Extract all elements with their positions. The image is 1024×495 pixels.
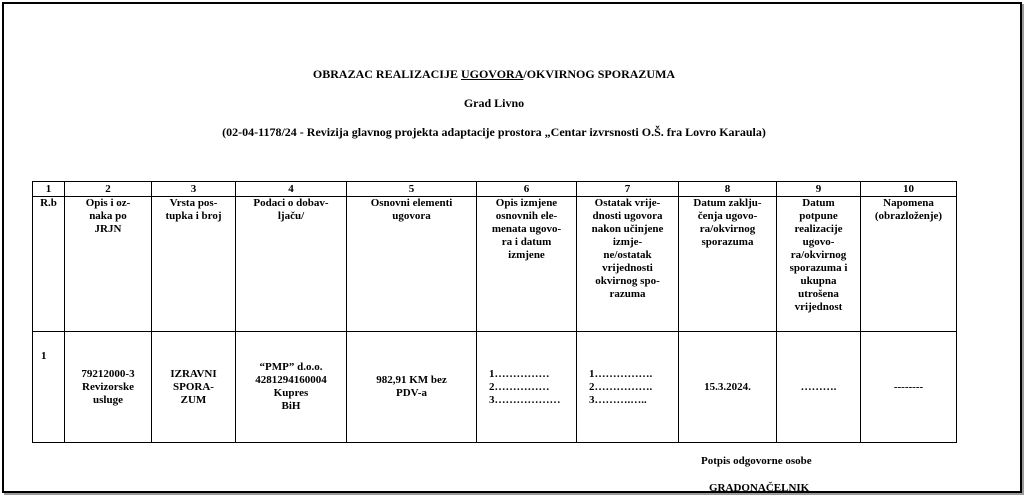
title-text-underlined: UGOVORA: [460, 67, 524, 81]
column-number: 4: [236, 182, 347, 197]
header-opis-izmjene: Opis izmjene osnovnih ele- menata ugovo- ra i datum izmjene: [477, 197, 577, 332]
column-number: 3: [152, 182, 236, 197]
document-page: [2, 2, 1022, 493]
title-text-1: OBRAZAC REALIZACIJE: [312, 67, 461, 81]
title-text-2: /OKVIRNOG SPORAZUMA: [523, 67, 676, 81]
table-row: [33, 332, 957, 443]
column-number: 1: [33, 182, 65, 197]
header-rb: R.b: [33, 197, 65, 332]
cell-opis: 79212000-3 Revizorske usluge: [65, 332, 152, 443]
cell-napomena: --------: [861, 332, 957, 443]
cell-izmjene: 1…………… 2…………… 3………………: [477, 332, 577, 443]
column-number: 7: [577, 182, 679, 197]
header-dobavljac: Podaci o dobav- ljaču/: [236, 197, 347, 332]
header-osnovni-elementi: Osnovni elementi ugovora: [347, 197, 477, 332]
form-title: [4, 67, 984, 82]
header-ostatak: Ostatak vrije- dnosti ugovora nakon učinjene izmje- ne/ostatak vrijednosti okvirnog spo- razuma: [577, 197, 679, 332]
city-name: Grad Livno: [463, 96, 525, 110]
header-vrsta-postupka: Vrsta pos- tupka i broj: [152, 197, 236, 332]
cell-datum-zakljucenja: 15.3.2024.: [679, 332, 777, 443]
header-datum-realizacije: Datum potpune realizacije ugovo- ra/okvirnog sporazuma i ukupna utrošena vrijednost: [777, 197, 861, 332]
cell-dobavljac: “PMP” d.o.o. 4281294160004 Kupres BiH: [236, 332, 347, 443]
cell-elementi: 982,91 KM bez PDV-a: [347, 332, 477, 443]
header-opis: Opis i oz- naka po JRJN: [65, 197, 152, 332]
column-number: 6: [477, 182, 577, 197]
column-number: 8: [679, 182, 777, 197]
column-number: 5: [347, 182, 477, 197]
column-number-row: [33, 182, 957, 197]
column-number: 10: [861, 182, 957, 197]
header-napomena: Napomena (obrazloženje): [861, 197, 957, 332]
cell-vrsta: IZRAVNI SPORA- ZUM: [152, 332, 236, 443]
column-header-row: [33, 197, 957, 332]
realization-table: [32, 181, 957, 443]
cell-datum-realizacije: ……….: [777, 332, 861, 443]
header-datum-zakljucenja: Datum zaklju- čenja ugovo- ra/okvirnog sporazuma: [679, 197, 777, 332]
signature-title: GRADONAČELNIK: [709, 482, 810, 493]
signature-label: Potpis odgovorne osobe: [701, 455, 812, 467]
column-number: 9: [777, 182, 861, 197]
contract-subject: (02-04-1178/24 - Revizija glavnog projekta adaptacije prostora „Centar izvrsnosti O.Š. fra Lovro Karaula): [222, 125, 766, 139]
column-number: 2: [65, 182, 152, 197]
cell-rb: 1: [33, 332, 65, 443]
cell-ostatak: 1……………. 2……………. 3……….…..: [577, 332, 679, 443]
